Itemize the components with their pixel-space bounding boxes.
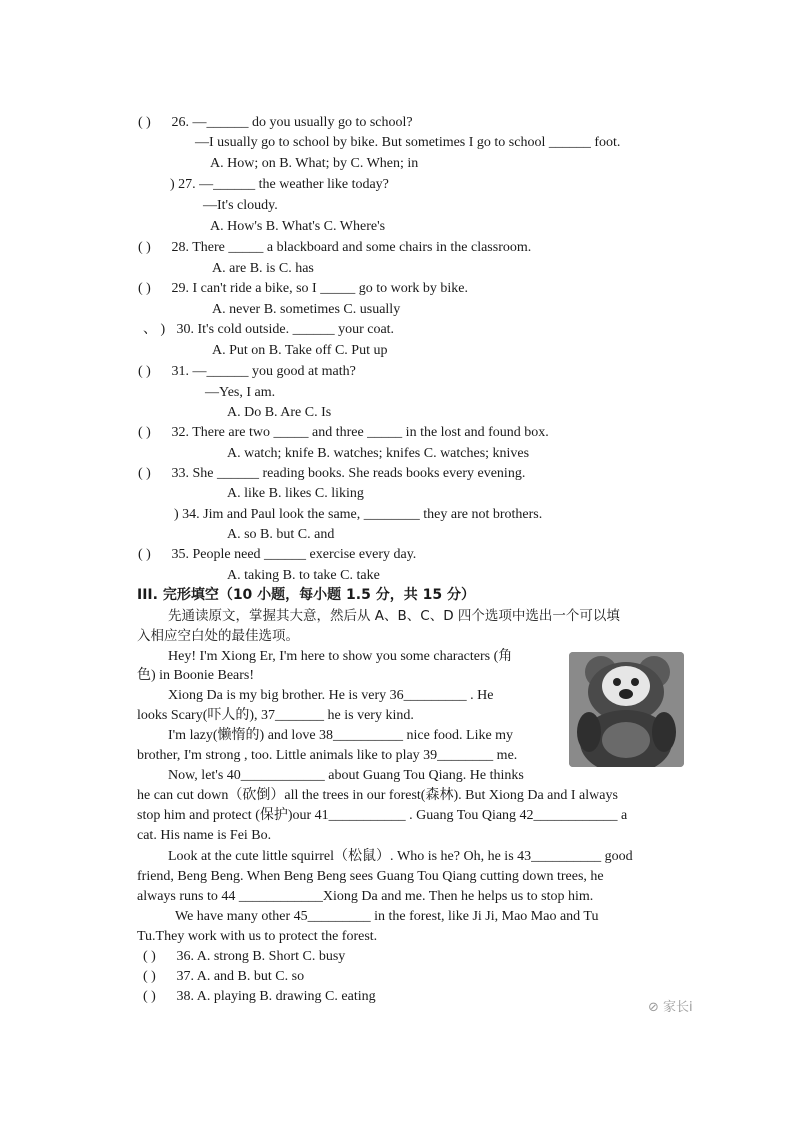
question-31-options: A. Do B. Are C. Is (227, 405, 332, 420)
passage-line: 色) in Boonie Bears! (137, 668, 255, 683)
question-28-options: A. are B. is C. has (212, 261, 314, 276)
question-number: 32. (171, 425, 189, 440)
question-number: 38. (176, 989, 194, 1004)
choice-options: A. playing B. drawing C. eating (196, 989, 376, 1004)
question-33-options: A. like B. likes C. liking (227, 486, 364, 501)
question-text: It's cold outside. ______ your coat. (197, 322, 395, 337)
passage-line: Xiong Da is my big brother. He is very 36_________ . He (168, 688, 494, 703)
passage-line: always runs to 44 ____________Xiong Da and me. Then he helps us to stop him. (137, 889, 594, 904)
answer-paren[interactable]: ( ) (138, 281, 151, 296)
question-text: —______ you good at math? (192, 364, 356, 379)
question-number: 30. (176, 322, 194, 337)
question-number: 35. (171, 547, 189, 562)
passage-line: looks Scary(吓人的), 37_______ he is very kind. (137, 708, 414, 723)
choice-36 (143, 948, 345, 966)
boonie-bears-illustration (569, 652, 684, 767)
question-26-options: A. How; on B. What; by C. When; in (210, 156, 419, 171)
question-number: 37. (176, 969, 194, 984)
question-29 (138, 280, 468, 298)
question-text: People need ______ exercise every day. (192, 547, 417, 562)
passage-line: Now, let's 40____________ about Guang Tou Qiang. He thinks (168, 768, 524, 783)
question-number: 36. (176, 949, 194, 964)
answer-paren[interactable]: ( ) (143, 989, 156, 1004)
bear-cartoon-image (569, 652, 684, 767)
section-title: III. 完形填空（10 小题，每小题 1.5 分，共 15 分） (137, 587, 475, 603)
answer-paren[interactable]: ( ) (143, 949, 156, 964)
choice-options: A. strong B. Short C. busy (196, 949, 346, 964)
passage-line: Tu.They work with us to protect the forest. (137, 929, 378, 944)
question-30 (143, 321, 394, 339)
question-number: 33. (171, 466, 189, 481)
question-number: 29. (171, 281, 189, 296)
answer-paren[interactable]: ( ) (143, 969, 156, 984)
question-32-options: A. watch; knife B. watches; knifes C. watches; knives (227, 446, 530, 461)
question-34 (174, 506, 542, 524)
answer-paren[interactable]: ( ) (138, 240, 151, 255)
question-26-reply: —I usually go to school by bike. But sometimes I go to school ______ foot. (195, 135, 621, 150)
question-28 (138, 239, 531, 257)
question-34-options: A. so B. but C. and (227, 527, 335, 542)
question-text: —______ the weather like today? (199, 177, 389, 192)
choice-38 (143, 988, 376, 1006)
choice-37 (143, 968, 304, 986)
question-31-reply: —Yes, I am. (205, 385, 276, 400)
passage-line: I'm lazy(懒惰的) and love 38__________ nice food. Like my (168, 728, 514, 743)
question-number: 27. (178, 177, 196, 192)
question-text: There _____ a blackboard and some chairs in the classroom. (192, 240, 532, 255)
passage-line: brother, I'm strong , too. Little animals like to play 39________ me. (137, 748, 518, 763)
question-29-options: A. never B. sometimes C. usually (212, 302, 401, 317)
question-text: She ______ reading books. She reads books every evening. (192, 466, 526, 481)
question-27 (170, 176, 389, 194)
answer-paren[interactable]: ) (174, 507, 179, 522)
passage-line: stop him and protect (保护)our 41___________ . Guang Tou Qiang 42____________ a (137, 808, 628, 823)
passage-line: Hey! I'm Xiong Er, I'm here to show you some characters (角 (168, 649, 513, 664)
question-27-reply: —It's cloudy. (203, 198, 278, 213)
question-text: There are two _____ and three _____ in the lost and found box. (192, 425, 549, 440)
question-26 (138, 114, 413, 132)
question-number: 31. (171, 364, 189, 379)
answer-paren[interactable]: ( ) (138, 115, 151, 130)
question-text: I can't ride a bike, so I _____ go to work by bike. (192, 281, 468, 296)
passage-line: We have many other 45_________ in the forest, like Ji Ji, Mao Mao and Tu (175, 909, 599, 924)
question-31 (138, 363, 356, 381)
question-35 (138, 546, 416, 564)
answer-paren[interactable]: ( ) (138, 547, 151, 562)
section-instruction-1: 先通读原文，掌握其大意，然后从 A、B、C、D 四个选项中选出一个可以填 (168, 608, 620, 624)
choice-options: A. and B. but C. so (196, 969, 305, 984)
answer-paren[interactable]: ) (170, 177, 175, 192)
passage-line: friend, Beng Beng. When Beng Beng sees Guang Tou Qiang cutting down trees, he (137, 869, 604, 884)
question-number: 26. (171, 115, 189, 130)
question-text: Jim and Paul look the same, ________ they are not brothers. (203, 507, 543, 522)
section-instruction-2: 入相应空白处的最佳选项。 (137, 628, 299, 644)
passage-line: cat. His name is Fei Bo. (137, 828, 272, 843)
question-30-options: A. Put on B. Take off C. Put up (212, 343, 388, 358)
answer-paren[interactable]: ( ) (138, 364, 151, 379)
question-number: 34. (182, 507, 200, 522)
question-number: 28. (171, 240, 189, 255)
question-text: —______ do you usually go to school? (192, 115, 413, 130)
question-27-options: A. How's B. What's C. Where's (210, 219, 386, 234)
answer-paren[interactable]: ( ) (138, 466, 151, 481)
question-35-options: A. taking B. to take C. take (227, 568, 380, 583)
app-watermark: ⊘ 家长i (648, 1000, 693, 1015)
passage-line: he can cut down（砍倒）all the trees in our forest(森林). But Xiong Da and I always (137, 788, 618, 803)
question-32 (138, 424, 549, 442)
passage-line: Look at the cute little squirrel（松鼠）. Who is he? Oh, he is 43__________ good (168, 849, 633, 864)
answer-paren[interactable]: 、 ) (143, 322, 166, 337)
question-33 (138, 465, 525, 483)
answer-paren[interactable]: ( ) (138, 425, 151, 440)
